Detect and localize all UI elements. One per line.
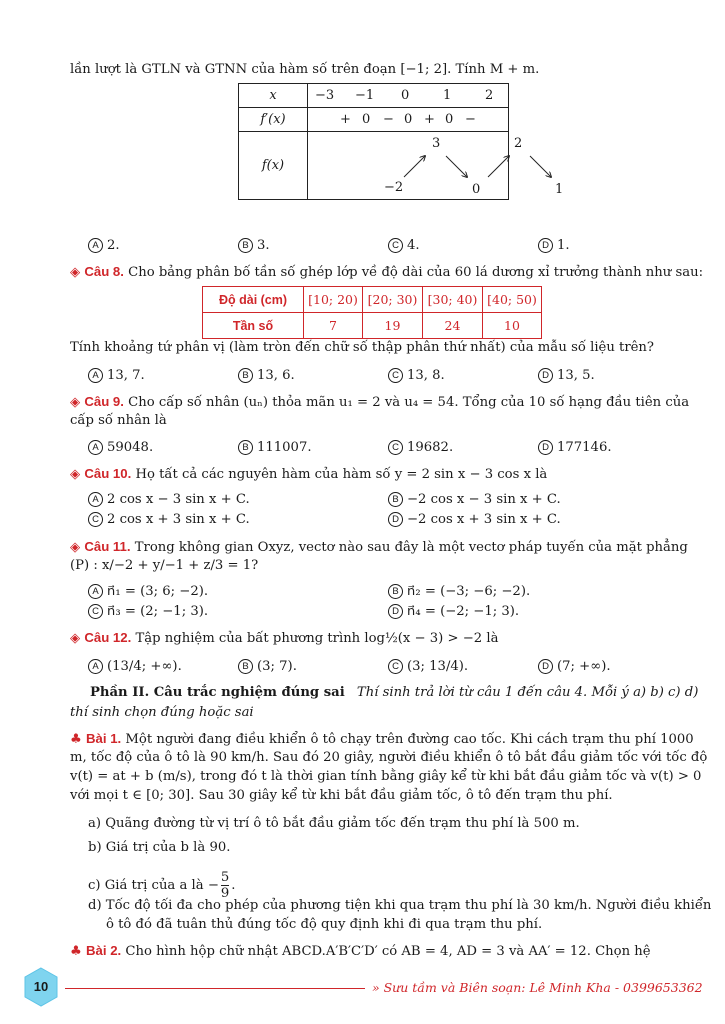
freq-value: 10: [483, 313, 542, 339]
bai-1-line: với mọi t ∈ [0; 30]. Sau 30 giây kể từ khi bắt đầu giảm tốc, ô tô đến trạm thu phí.: [70, 788, 613, 803]
page-number: 10: [33, 979, 49, 994]
question-11-line2: (P) : x/−2 + y/−1 + z/3 = 1?: [70, 558, 259, 573]
part-2-heading: Phần II. Câu trắc nghiệm đúng sai Thí sinh trả lời từ câu 1 đến câu 4. Mỗi ý a) b) c) d): [90, 685, 699, 700]
freq-class: [30; 40): [423, 287, 483, 313]
sign: −: [383, 112, 394, 127]
f-label: f(x): [239, 132, 308, 200]
q11-option-c[interactable]: C n⃗₃ = (2; −1; 3).: [88, 604, 208, 619]
freq-class: [20; 30): [363, 287, 423, 313]
q9-option-b[interactable]: B 111007.: [238, 440, 312, 455]
q12-option-b[interactable]: B (3; 7).: [238, 659, 297, 674]
diamond-icon: ◈: [70, 467, 81, 482]
x-value: 1: [443, 88, 452, 103]
sign: −: [465, 112, 476, 127]
option-letter: C: [388, 238, 403, 253]
footer-credit: » Sưu tầm và Biên soạn: Lê Minh Kha - 0399653362: [372, 980, 703, 995]
bai-1-line: m, tốc độ của ô tô là 90 km/h. Sau đó 20 giây, người điều khiển ô tô bắt đầu giảm tốc với tốc độ: [70, 750, 708, 765]
f-value: 3: [432, 136, 441, 151]
question-12: ◈ Câu 12. Tập nghiệm của bất phương trình log½(x − 3) > −2 là: [70, 630, 499, 646]
f-value: 1: [555, 182, 564, 197]
q7-option-c[interactable]: C 4.: [388, 238, 420, 253]
sign: 0: [445, 112, 454, 127]
footer-divider: [65, 988, 365, 989]
option-letter: A: [88, 238, 103, 253]
q8-option-d[interactable]: D 13, 5.: [538, 368, 595, 383]
q11-option-a[interactable]: A n⃗₁ = (3; 6; −2).: [88, 584, 208, 599]
question-8: ◈ Câu 8. Cho bảng phân bố tần số ghép lớp về độ dài của 60 lá dương xỉ trưởng thành như sau:: [70, 264, 704, 280]
freq-value: 24: [423, 313, 483, 339]
question-8-prompt: Tính khoảng tứ phân vị (làm tròn đến chữ số thập phân thứ nhất) của mẫu số liệu trên?: [70, 340, 654, 355]
q10-option-d[interactable]: D −2 cos x + 3 sin x + C.: [388, 512, 561, 527]
diamond-icon: ◈: [70, 540, 81, 555]
q7-option-b[interactable]: B 3.: [238, 238, 270, 253]
q8-option-c[interactable]: C 13, 8.: [388, 368, 445, 383]
question-8-head: Câu 8.: [84, 264, 124, 279]
bai-1: ♣ Bài 1. Một người đang điều khiển ô tô chạy trên đường cao tốc. Khi cách trạm thu phí 1000: [70, 731, 694, 747]
x-value: 0: [401, 88, 410, 103]
freq-row-label: Độ dài (cm): [203, 287, 304, 313]
q12-option-c[interactable]: C (3; 13/4).: [388, 659, 468, 674]
q9-option-d[interactable]: D 177146.: [538, 440, 612, 455]
f-value: 2: [514, 136, 523, 151]
bai-1-statement-d-line2: ô tô đó đã tuân thủ đúng tốc độ quy định khi đi qua trạm thu phí.: [106, 917, 543, 932]
puzzle-icon: ♣: [70, 732, 82, 747]
bai-2: ♣ Bài 2. Cho hình hộp chữ nhật ABCD.A′B′C′D′ có AB = 4, AD = 3 và AA′ = 12. Chọn hệ: [70, 943, 651, 959]
diamond-icon: ◈: [70, 395, 81, 410]
sign: 0: [404, 112, 413, 127]
freq-class: [10; 20): [304, 287, 363, 313]
question-9-line2: cấp số nhân là: [70, 413, 167, 428]
bai-1-statement-b[interactable]: b) Giá trị của b là 90.: [88, 840, 231, 855]
q10-option-c[interactable]: C 2 cos x + 3 sin x + C.: [88, 512, 250, 527]
puzzle-icon: ♣: [70, 944, 82, 959]
option-letter: D: [538, 238, 553, 253]
x-label: x: [239, 84, 308, 108]
sign: +: [340, 112, 351, 127]
question-9: ◈ Câu 9. Cho cấp số nhân (uₙ) thỏa mãn u₁ = 2 và u₄ = 54. Tổng của 10 số hạng đầu tiên của: [70, 394, 690, 410]
freq-class: [40; 50): [483, 287, 542, 313]
q12-option-a[interactable]: A (13/4; +∞).: [88, 659, 182, 674]
bai-1-statement-d[interactable]: d) Tốc độ tối đa cho phép của phương tiện khi qua trạm thu phí là 30 km/h. Người điều khiển: [88, 898, 712, 913]
page-number-badge: [21, 967, 61, 1007]
bai-1-statement-c[interactable]: c) Giá trị của a là − $\frac{5}{9}$ .: [88, 870, 236, 901]
q9-option-a[interactable]: A 59048.: [88, 440, 153, 455]
f-value: −2: [384, 180, 404, 195]
x-value: −1: [355, 88, 375, 103]
fprime-label: f′(x): [239, 108, 308, 132]
freq-value: 19: [363, 313, 423, 339]
bai-1-statement-a[interactable]: a) Quãng đường từ vị trí ô tô bắt đầu giảm tốc đến trạm thu phí là 500 m.: [88, 816, 580, 831]
freq-row-label: Tần số: [203, 313, 304, 339]
x-value: 2: [485, 88, 494, 103]
sign: +: [424, 112, 435, 127]
question-11: ◈ Câu 11. Trong không gian Oxyz, vectơ nào sau đây là một vectơ pháp tuyến của mặt phẳng: [70, 539, 688, 555]
sign: 0: [362, 112, 371, 127]
variation-table: [238, 83, 564, 200]
bai-1-line: v(t) = at + b (m/s), trong đó t là thời gian tính bằng giây kể từ khi bắt đầu giảm tốc và v(t) > 0: [70, 769, 702, 784]
diamond-icon: ◈: [70, 631, 81, 646]
variation-arrows: [308, 132, 578, 200]
intro-line: lần lượt là GTLN và GTNN của hàm số trên đoạn [−1; 2]. Tính M + m.: [70, 62, 540, 77]
diamond-icon: ◈: [70, 265, 81, 280]
q8-option-a[interactable]: A 13, 7.: [88, 368, 145, 383]
freq-value: 7: [304, 313, 363, 339]
q11-option-b[interactable]: B n⃗₂ = (−3; −6; −2).: [388, 584, 530, 599]
q10-option-b[interactable]: B −2 cos x − 3 sin x + C.: [388, 492, 561, 507]
q9-option-c[interactable]: C 19682.: [388, 440, 453, 455]
part-2-instructions: thí sinh chọn đúng hoặc sai: [70, 705, 254, 720]
f-value: 0: [472, 182, 481, 197]
option-letter: B: [238, 238, 253, 253]
q7-option-d[interactable]: D 1.: [538, 238, 570, 253]
x-value: −3: [315, 88, 335, 103]
q7-option-a[interactable]: A 2.: [88, 238, 120, 253]
q8-option-b[interactable]: B 13, 6.: [238, 368, 295, 383]
q11-option-d[interactable]: D n⃗₄ = (−2; −1; 3).: [388, 604, 519, 619]
question-10: ◈ Câu 10. Họ tất cả các nguyên hàm của hàm số y = 2 sin x − 3 cos x là: [70, 466, 548, 482]
q10-option-a[interactable]: A 2 cos x − 3 sin x + C.: [88, 492, 250, 507]
frequency-table: [202, 286, 542, 339]
q12-option-d[interactable]: D (7; +∞).: [538, 659, 611, 674]
